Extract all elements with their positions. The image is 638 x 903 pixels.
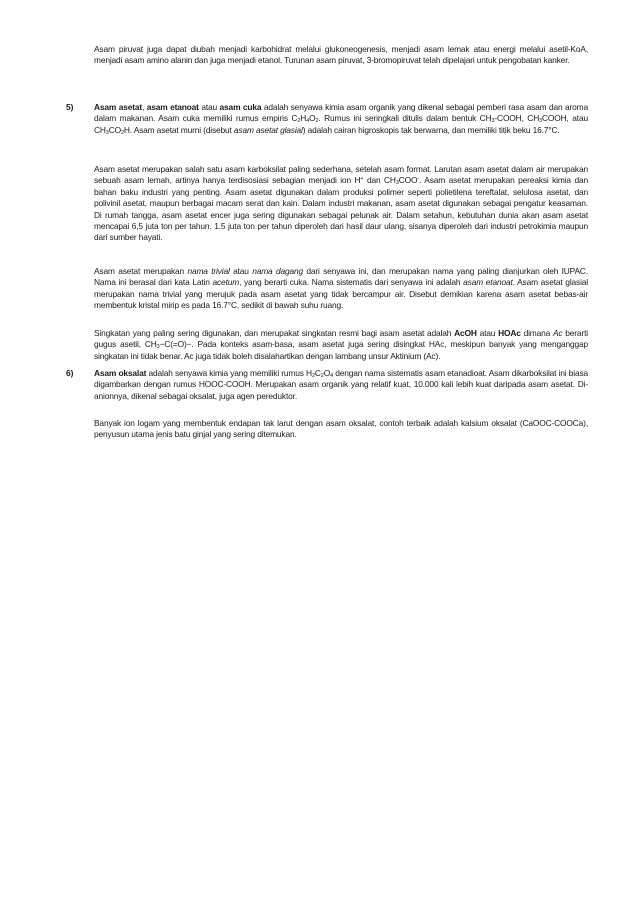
term-asam-asetat-glasial: asam asetat glasial bbox=[233, 124, 303, 135]
term-asam-asetat: Asam asetat bbox=[94, 102, 143, 112]
paragraph-ion-logam: Banyak ion logam yang membentuk endapan tak larut dengan asam oksalat, contoh terbaik adalah kalsium oksalat (CaOOC-COOCa), penyusun utama jenis batu ginjal yang sering ditemukan. bbox=[94, 418, 588, 440]
list-number-6: 6) bbox=[66, 368, 74, 378]
term-asam-cuka: asam cuka bbox=[219, 102, 262, 112]
term-acoh: AcOH bbox=[454, 328, 477, 338]
list-number-5: 5) bbox=[66, 102, 74, 112]
paragraph-asam-asetat: Asam asetat, asam etanoat atau asam cuka adalah senyawa kimia asam organik yang dikenal sebagai pemberi rasa asam dan aroma dalam makanan. Asam cuka memiliki rumus empiris $C_2H_4O_2$. Rumus ini seringkali ditulis dalam bentuk $CH_3$-COOH, $CH_3COOH$, atau $CH_3CO_2H$. Asam asetat murni (disebut asam asetat glasial) adalah cairan higroskopis tak berwarna, dan memiliki titik beku 16.7°C. bbox=[94, 102, 588, 136]
term-hoac: HOAc bbox=[498, 328, 521, 338]
paragraph-singkatan: Singkatan yang paling sering digunakan, dan merupakat singkatan resmi bagi asam asetat adalah AcOH atau HOAc dimana Ac berarti gugus asetil, $CH_3-C(=O)-$. Pada konteks asam-basa, asam asetat juga sering disingkat HAc, meskipun banyak yang menganggap singkatan ini tidak benar. Ac juga tidak boleh disalahartikan dengan lambang unsur Aktinium (Ac). bbox=[94, 328, 589, 361]
paragraph-asam-karboksilat: Asam asetat merupakan salah satu asam karboksilat paling sederhana, setelah asam format. Larutan asam asetat dalam air merupakan sebuah asam lemah, artinya hanya terdisosiasi sebagian menjadi ion H+ dan $CH_3COO^-$. Asam asetat merupakan pereaksi kimia dan bahan baku industri yang penting. Asam asetat digunakan dalam produksi polimer seperti polietilena tereftalat, selulosa asetat, dan polivinil asetat, maupun berbagai macam serat dan kain. Dalam industri makanan, asam asetat digunakan sebagai pengatur keasaman. Di rumah tangga, asam asetat encer juga sering digunakan sebagai pelunak air. Dalam setahun, kebutuhan dunia akan asam asetat mencapai 6,5 juta ton per tahun. 1.5 juta ton per tahun diperoleh dari hasil daur ulang, sisanya diperoleh dari industri petrokimia maupun dari sumber hayati. bbox=[94, 164, 588, 243]
term-asam-oksalat: Asam oksalat bbox=[94, 368, 147, 378]
paragraph-asam-oksalat: Asam oksalat adalah senyawa kimia yang memiliki rumus $H_2C_2O_4$ dengan nama sistematis asam etanadioat. Asam dikarboksilat ini biasa digambarkan dengan rumus HOOC-COOH. Merupakan asam organik yang relatif kuat, 10.000 kali lebih kuat daripada asam asetat. Di-anionnya, dikenal sebagai oksalat, juga agen pereduktor. bbox=[94, 368, 588, 401]
paragraph-asam-piruvat bbox=[94, 44, 588, 67]
paragraph-text: Asam piruvat juga dapat diubah menjadi karbohidrat melalui glukoneogenesis, menjadi asam lemak atau energi melalui asetil-KoA, menjadi asam amino alanin dan juga menjadi etanol. Turunan asam piruvat, 3-bromopiruvat telah dipelajari untuk pengobatan kanker. bbox=[94, 44, 588, 66]
paragraph-nama-trivial: Asam asetat merupakan nama trivial atau nama dagang dari senyawa ini, dan merupakan nama yang paling dianjurkan oleh IUPAC. Nama ini berasal dari kata Latin acetum, yang berarti cuka. Nama sistematis dari senyawa ini adalah asam etanoat. Asam asetat glasial merupakan nama trivial yang merujuk pada asam asetat yang tidak bercampur air. Disebut demikian karena asam asetat bebas-air membentuk kristal mirip es pada 16.7°C, sedikit di bawah suhu ruang. bbox=[94, 266, 589, 311]
term-asam-etanoat: asam etanoat bbox=[146, 102, 199, 112]
